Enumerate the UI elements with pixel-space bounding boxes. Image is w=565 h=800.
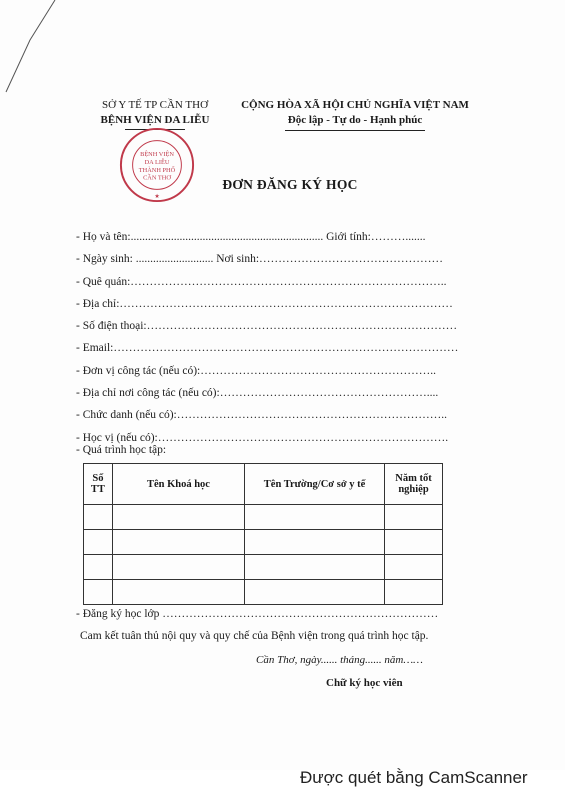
table-cell[interactable] (84, 555, 113, 580)
table-row (84, 580, 443, 605)
hospital-name: BỆNH VIỆN DA LIỄU (100, 114, 210, 126)
table-cell[interactable] (112, 555, 244, 580)
table-cell[interactable] (112, 580, 244, 605)
signature-label: Chữ ký học viên (326, 677, 403, 689)
field-full-name[interactable]: - Họ và tên:................................................................... Giới tính:………....... (76, 231, 426, 243)
commitment-text: Cam kết tuân thủ nội quy và quy chế của Bệnh viện trong quá trình học tập. (80, 630, 429, 642)
field-workplace-address[interactable]: - Địa chỉ nơi công tác (nếu có):……………………………………………….... (76, 387, 439, 400)
table-cell[interactable] (112, 505, 244, 530)
table-cell[interactable] (245, 505, 385, 530)
date-line[interactable]: Cần Thơ, ngày...... tháng...... năm…… (256, 654, 423, 666)
national-header (220, 98, 490, 131)
page-fold-line (0, 0, 60, 100)
study-history-table (83, 463, 443, 605)
field-birth[interactable]: - Ngày sinh: ........................... Nơi sinh:………………………………………… (76, 253, 444, 266)
table-row (84, 555, 443, 580)
field-register-class[interactable]: - Đăng ký học lớp ……………………………………………………………… (76, 608, 439, 620)
table-header-row (84, 464, 443, 505)
stamp-line-4: CẦN THƠ (143, 174, 171, 182)
col-header-grad-year: Năm tốt nghiệp (385, 464, 443, 505)
col-header-course: Tên Khoá học (112, 464, 244, 505)
table-cell[interactable] (84, 530, 113, 555)
field-job-title[interactable]: - Chức danh (nếu có):…………………………………………………………….. (76, 409, 448, 422)
field-address[interactable]: - Địa chỉ:…………………………………………………………………………… (76, 297, 453, 310)
table-cell[interactable] (385, 580, 443, 605)
header-right-rule (285, 130, 425, 131)
col-header-no: Số TT (84, 464, 113, 505)
table-cell[interactable] (385, 555, 443, 580)
personal-info-fields (76, 226, 476, 449)
field-workplace[interactable]: - Đơn vị công tác (nếu có):…………………………………………………….. (76, 364, 436, 377)
field-email[interactable]: - Email:……………………………………………………………………………… (76, 342, 459, 355)
table-row (84, 505, 443, 530)
form-title: ĐƠN ĐĂNG KÝ HỌC (222, 177, 358, 192)
col-header-school: Tên Trường/Cơ sở y tế (245, 464, 385, 505)
table-cell[interactable] (84, 580, 113, 605)
table-cell[interactable] (112, 530, 244, 555)
table-cell[interactable] (245, 530, 385, 555)
national-motto: Độc lập - Tự do - Hạnh phúc (287, 114, 423, 126)
table-cell[interactable] (84, 505, 113, 530)
stamp-line-2: DA LIỄU (144, 159, 170, 167)
stamp-line-1: BỆNH VIỆN (140, 151, 174, 159)
table-cell[interactable] (385, 505, 443, 530)
country-name: CỘNG HÒA XÃ HỘI CHỦ NGHĨA VIỆT NAM (241, 99, 469, 111)
field-degree[interactable]: - Học vị (nếu có):…………………………………………………………………. (76, 431, 449, 444)
stamp-star: ★ (154, 194, 160, 201)
field-hometown[interactable]: - Quê quán:……………………………………………………………………….. (76, 275, 447, 288)
study-history-label: - Quá trình học tập: (76, 444, 167, 456)
table-cell[interactable] (245, 555, 385, 580)
table-cell[interactable] (245, 580, 385, 605)
department-name: SỞ Y TẾ TP CẦN THƠ (101, 99, 209, 111)
table-row (84, 530, 443, 555)
table-cell[interactable] (385, 530, 443, 555)
stamp-line-3: THÀNH PHỐ (138, 166, 176, 174)
field-phone[interactable]: - Số điện thoại:……………………………………………………………………… (76, 320, 458, 333)
scanner-watermark: Được quét bằng CamScanner (300, 768, 528, 787)
